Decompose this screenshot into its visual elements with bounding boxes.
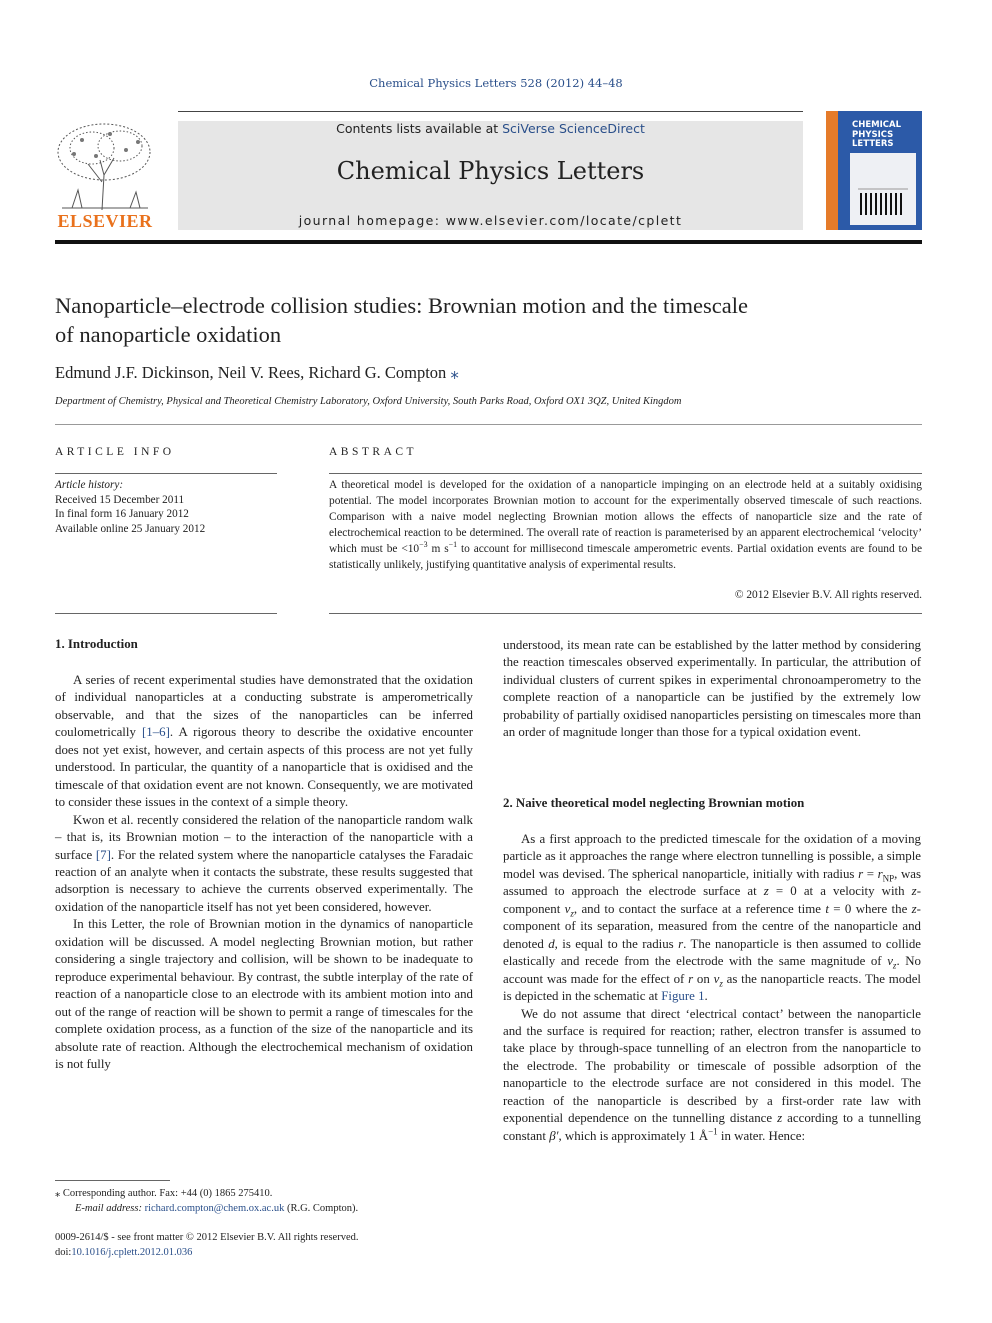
math-subscript: NP bbox=[882, 873, 895, 884]
article-info-rule bbox=[55, 473, 277, 474]
text-run: in water. Hence: bbox=[717, 1128, 806, 1143]
math-subscript: z bbox=[570, 908, 574, 919]
math-symbol: d bbox=[548, 936, 555, 951]
text-run: -component bbox=[503, 884, 921, 916]
title-line-2: of nanoparticle oxidation bbox=[55, 322, 282, 347]
article-title bbox=[55, 291, 925, 349]
history-final: In final form 16 January 2012 bbox=[55, 508, 189, 520]
text-run: A series of recent experimental studies have demonstrated that the oxidation of individual nanoparticles at a conducting substrate is amperometrically observable, and that the sizes of the nanoparticles can be inferred coulometrically bbox=[55, 673, 473, 740]
contents-line bbox=[178, 121, 803, 136]
text-run: We do not assume that direct ‘electrical contact’ between the nanoparticle and the surface is required for reaction; rather, electron transfer is assumed to take place by through-space tunnelling of an electron from the nanoparticle to the electrode. The probability or timescale of possible adsorption of the nanoparticle to the electrode surface are not considered in this model. The reaction of the nanoparticle is described by a first-order rate law with exponential dependence on the tunnelling distance bbox=[503, 1006, 921, 1126]
introduction-continued bbox=[503, 637, 921, 742]
math-symbol: = 0 bbox=[828, 901, 852, 916]
journal-banner bbox=[178, 121, 803, 230]
journal-homepage[interactable]: journal homepage: www.elsevier.com/locate/cplett bbox=[298, 213, 683, 228]
title-rule bbox=[55, 424, 922, 425]
text-run: according to a tunnelling constant bbox=[503, 1111, 922, 1143]
abstract-bottom-rule bbox=[329, 613, 922, 614]
math-symbol: z bbox=[911, 884, 917, 899]
paragraph bbox=[55, 672, 473, 812]
journal-reference[interactable]: Chemical Physics Letters 528 (2012) 44–48 bbox=[369, 76, 623, 90]
abstract-heading: ABSTRACT bbox=[329, 446, 418, 458]
tree-icon bbox=[52, 120, 158, 212]
history-online: Available online 25 January 2012 bbox=[55, 522, 206, 535]
cover-title-line: CHEMICAL bbox=[852, 120, 902, 130]
introduction-body bbox=[55, 672, 473, 1073]
abstract-copyright: © 2012 Elsevier B.V. All rights reserved. bbox=[734, 589, 922, 601]
naive-model-body bbox=[503, 831, 921, 1145]
title-line-1: Nanoparticle–electrode collision studies: Brownian motion and the timescale bbox=[55, 293, 748, 318]
math-symbol: t bbox=[825, 901, 829, 916]
text-run: , which is approximately 1 Å bbox=[558, 1128, 709, 1143]
text-run: , was assumed to approach the electrode surface at bbox=[503, 866, 922, 899]
math-subscript: z bbox=[719, 978, 723, 989]
math-symbol: v bbox=[887, 954, 893, 969]
math-symbol: z bbox=[763, 884, 769, 899]
text-run: As a first approach to the predicted timescale for the oxidation of a moving particle as it approaches the range where electron tunnelling is possible, a simple model was devised. The spherical nanoparticle, initially with radius bbox=[503, 832, 921, 881]
article-history bbox=[55, 478, 205, 536]
email-suffix: (R.G. Compton). bbox=[284, 1203, 359, 1214]
header-rule bbox=[178, 111, 803, 112]
doi-link[interactable]: 10.1016/j.cplett.2012.01.036 bbox=[71, 1246, 193, 1258]
introduction-heading: 1. Introduction bbox=[55, 637, 138, 651]
footnote-rule bbox=[55, 1180, 170, 1181]
math-symbol: z bbox=[911, 901, 917, 916]
cover-title-line: PHYSICS bbox=[852, 129, 894, 140]
math-symbol: v bbox=[713, 971, 720, 986]
text-run: , and to contact the surface at a reference time bbox=[573, 901, 826, 916]
email-label: E-mail address: bbox=[75, 1203, 142, 1214]
authors-text: Edmund J.F. Dickinson, Neil V. Rees, Richard G. Compton bbox=[55, 363, 447, 382]
math-symbol: r bbox=[688, 971, 694, 986]
text-run: Kwon et al. recently considered the relation of the nanoparticle random walk – that is, its Brownian motion – to the interaction of the nanoparticle with a surface bbox=[55, 812, 473, 862]
text-run: . A rigorous theory to describe the oxidative encounter does not yet exist, however, and certain aspects of this process are not yet fully understood. In particular, the quantity of a nanoparticle that is oxidised and the timescale of that oxidation event are not known. Consequently, we are motivated to consider these issues in the context of a simple theory. bbox=[55, 725, 473, 810]
text-run: on bbox=[693, 971, 714, 986]
history-received: Received 15 December 2011 bbox=[55, 493, 185, 506]
abstract-rule bbox=[329, 473, 922, 474]
text-run: as the nanoparticle reacts. The model is depicted in the schematic at bbox=[503, 971, 922, 1004]
citation-link[interactable]: [7] bbox=[95, 847, 111, 862]
math-symbol: = bbox=[863, 866, 878, 881]
email-note bbox=[55, 1201, 358, 1216]
cover-title bbox=[852, 121, 901, 150]
abstract-part: to account for millisecond timescale amperometric events. Partial oxidation events are found to be statistically unlikely, justifying quantitative analysis of experimental results. bbox=[329, 542, 922, 571]
cover-title-line: LETTERS bbox=[852, 139, 894, 149]
math-symbol: z bbox=[777, 1111, 783, 1126]
math-symbol: r bbox=[678, 936, 684, 951]
text-run: . No account was made for the effect of bbox=[503, 954, 921, 986]
contents-prefix: Contents lists available at bbox=[336, 121, 503, 136]
text-run: . For the related system where the nanoparticle catalyses the Faradaic reaction of an analyte when it contacts the substrate, these results suggested that adsorption is necessary to achieve the currents observed experimentally. The oxidation of the nanoparticle itself has not yet been considered, however. bbox=[55, 847, 473, 914]
paragraph: In this Letter, the role of Brownian motion in the dynamics of nanoparticle oxidation will be discussed. A model neglecting Brownian motion, but rather considering a single trajectory and collision, will be shown to be inadequate to reproduce experimental behaviour. By contrast, the subtle interplay of the rate of reaction of a nanoparticle close to an electrode with its ambient motion into and out of the range of reaction will be shown to permit a range of timescales for the complete oxidation process, as a function of the size of the nanoparticle and its absolute rate of reaction. Although the electrochemical mechanism of oxidation is not fully bbox=[55, 917, 473, 1071]
journal-title: Chemical Physics Letters bbox=[336, 157, 645, 185]
math-symbol: = 0 bbox=[768, 884, 797, 899]
author-list bbox=[55, 363, 459, 383]
sciencedirect-link[interactable]: SciVerse ScienceDirect bbox=[502, 121, 645, 136]
doi-prefix: doi: bbox=[55, 1246, 72, 1258]
abstract-exponent: −3 bbox=[419, 539, 428, 549]
paragraph bbox=[55, 812, 473, 917]
text-run: at a velocity with bbox=[796, 884, 912, 899]
elsevier-wordmark: ELSEVIER bbox=[57, 211, 153, 231]
article-info-bottom-rule bbox=[55, 613, 277, 614]
journal-cover bbox=[826, 111, 922, 230]
email-link[interactable]: richard.compton@chem.ox.ac.uk bbox=[144, 1203, 285, 1214]
corresponding-author-mark[interactable]: ⁎ bbox=[450, 363, 459, 382]
abstract-part: A theoretical model is developed for the oxidation of a nanoparticle impinging on an electrode held at a suitably oxidising potential. The model incorporates Brownian motion to account for the experimentally observed timescale of such reactions. Comparison with a naive model neglecting Brownian motion allows the effects of nanoparticle size and the rate of electrochemical reaction to be determined. The overall rate of reaction is parameterised by an apparent electrochemical ‘velocity’ which must be <10 bbox=[329, 479, 922, 555]
paragraph: understood, its mean rate can be established by the latter method by considering the reaction timescales observed experimentally. In particular, the attribution of individual clusters of current spikes in experimental chronoamperometry to the complete reaction of a nanoparticle can be justified by the extremely low probability of partially oxidised nanoparticles persisting on timescales more than an order of magnitude longer than those for a typical oxidation event. bbox=[503, 638, 921, 740]
abstract-exponent: −1 bbox=[448, 539, 458, 549]
paragraph bbox=[503, 1006, 921, 1146]
affiliation: Department of Chemistry, Physical and Theoretical Chemistry Laboratory, Oxford University, South Parks Road, Oxford OX1 3QZ, United Kingdom bbox=[55, 396, 682, 407]
history-label: Article history: bbox=[55, 479, 124, 491]
math-symbol: r bbox=[877, 866, 883, 881]
figure-link[interactable]: Figure 1 bbox=[661, 989, 705, 1004]
text-run: . The nanoparticle is then assumed to collide elastically and recede from the electrode with the same magnitude of bbox=[503, 936, 921, 969]
footnote bbox=[55, 1186, 358, 1216]
text-run: . bbox=[704, 989, 708, 1004]
issn-line: 0009-2614/$ - see front matter © 2012 Elsevier B.V. All rights reserved. bbox=[55, 1232, 359, 1243]
math-symbol: r bbox=[858, 866, 864, 881]
math-symbol: v bbox=[564, 901, 571, 916]
citation-link[interactable]: [1–6] bbox=[141, 725, 170, 740]
cover-band bbox=[826, 111, 838, 230]
elsevier-logo bbox=[52, 120, 158, 232]
bottom-meta bbox=[55, 1231, 358, 1260]
cover-image bbox=[850, 153, 916, 225]
text-run: -component of its separation, measured from the centre of the nanoparticle and denoted bbox=[503, 901, 921, 951]
math-symbol: β′ bbox=[549, 1128, 559, 1143]
doi-line bbox=[55, 1246, 358, 1261]
text-run: , is equal to the radius bbox=[554, 936, 679, 951]
article-info-heading: ARTICLE INFO bbox=[55, 446, 175, 458]
header-thick-rule bbox=[55, 240, 922, 244]
abstract-unit: m s bbox=[427, 542, 449, 555]
abstract-text bbox=[329, 478, 922, 573]
paragraph bbox=[503, 831, 921, 1006]
naive-model-heading: 2. Naive theoretical model neglecting Brownian motion bbox=[503, 796, 805, 810]
text-run: where the bbox=[851, 901, 912, 916]
corresponding-author-note: ⁎ Corresponding author. Fax: +44 (0) 1865 275410. bbox=[55, 1188, 273, 1199]
math-exponent: −1 bbox=[708, 1126, 718, 1137]
math-subscript: z bbox=[892, 960, 897, 971]
